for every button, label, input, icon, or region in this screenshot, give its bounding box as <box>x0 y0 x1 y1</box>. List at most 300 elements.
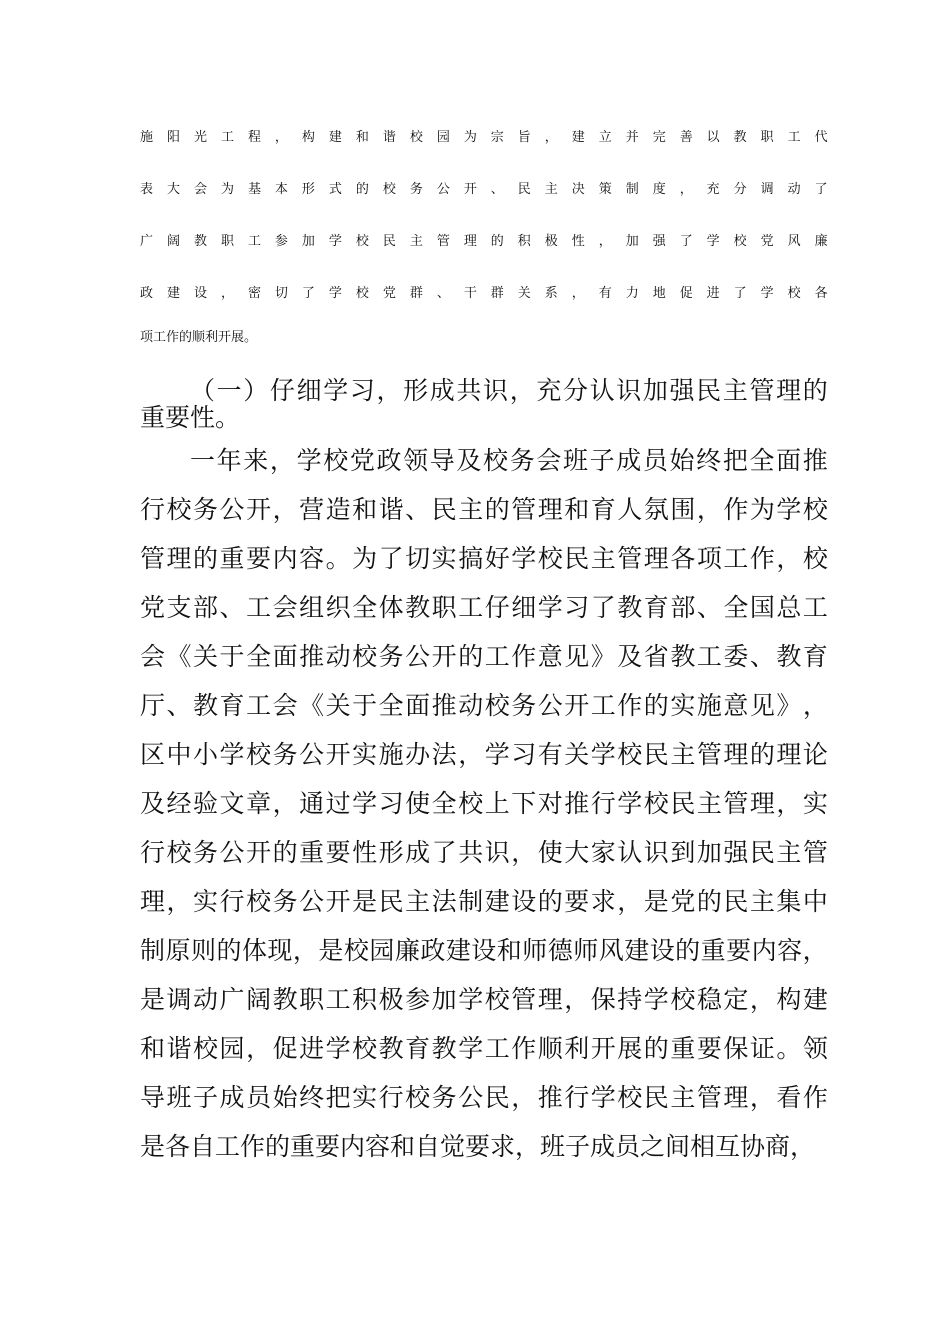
text-glyph: 政 <box>376 446 402 475</box>
text-glyph: 校 <box>458 789 484 818</box>
text-glyph: 和 <box>496 936 522 965</box>
text-glyph: 党 <box>760 234 774 249</box>
text-glyph: 实 <box>352 740 378 769</box>
text-glyph: 管 <box>511 495 537 524</box>
text-glyph: 章 <box>246 789 272 818</box>
body-line-10 <box>140 887 828 917</box>
text-glyph: 理 <box>723 740 749 769</box>
text-glyph: ， <box>166 887 192 916</box>
text-glyph: 展 <box>617 1034 643 1063</box>
text-glyph: 校 <box>193 1034 219 1063</box>
text-glyph: 校 <box>166 495 192 524</box>
text-glyph: 利 <box>564 1034 590 1063</box>
text-glyph: 务 <box>193 838 219 867</box>
text-glyph: 学 <box>706 234 720 249</box>
text-glyph: 过 <box>325 789 351 818</box>
text-glyph: 委 <box>723 642 749 671</box>
text-glyph: 务 <box>193 495 219 524</box>
text-glyph: 制 <box>140 936 166 965</box>
text-glyph: 了 <box>814 182 828 197</box>
text-glyph: 干 <box>463 286 477 301</box>
text-glyph: 。 <box>776 1034 802 1063</box>
text-glyph: 了 <box>378 544 404 573</box>
intro-line-4 <box>140 286 828 302</box>
text-glyph: 校 <box>483 446 509 475</box>
text-glyph: 建 <box>802 985 828 1014</box>
body-line-1 <box>190 446 828 476</box>
text-glyph: 校 <box>352 642 378 671</box>
body-line-4 <box>140 593 828 623</box>
text-glyph: 员 <box>642 446 668 475</box>
text-glyph: 是 <box>352 887 378 916</box>
text-glyph: 容 <box>777 936 803 965</box>
text-glyph: 会 <box>272 593 298 622</box>
text-glyph: 校 <box>643 789 669 818</box>
text-glyph: 构 <box>776 985 802 1014</box>
text-glyph: 教 <box>193 234 207 249</box>
text-glyph: 》 <box>590 642 616 671</box>
text-glyph: 细 <box>296 376 322 405</box>
text-glyph: 调 <box>760 182 774 197</box>
text-glyph: 建 <box>624 936 650 965</box>
text-glyph: 理 <box>140 887 166 916</box>
text-glyph: 全 <box>352 593 378 622</box>
text-glyph: 作 <box>511 1034 537 1063</box>
text-glyph: 工 <box>325 985 351 1014</box>
text-glyph: 则 <box>190 936 216 965</box>
text-glyph: 性 <box>352 838 378 867</box>
text-glyph: 务 <box>509 446 535 475</box>
text-glyph: 为 <box>463 130 477 145</box>
text-glyph: 加 <box>301 234 315 249</box>
text-glyph: 公 <box>219 495 245 524</box>
text-glyph: 加 <box>431 985 457 1014</box>
text-glyph: 主 <box>670 740 696 769</box>
text-glyph: 。 <box>325 544 351 573</box>
text-glyph: 一 <box>190 446 216 475</box>
text-glyph: 促 <box>679 286 693 301</box>
text-glyph: 主 <box>544 182 558 197</box>
body-line-13 <box>140 1034 828 1064</box>
text-glyph: 中 <box>802 887 828 916</box>
text-glyph: 民 <box>696 376 722 405</box>
text-glyph: 和 <box>140 1034 166 1063</box>
text-glyph: 工 <box>247 234 261 249</box>
text-glyph: 职 <box>299 985 325 1014</box>
text-glyph: 力 <box>625 286 639 301</box>
text-glyph: 共 <box>456 376 482 405</box>
text-glyph: 学 <box>760 286 774 301</box>
text-glyph: 成 <box>429 376 455 405</box>
text-glyph: 作 <box>511 642 537 671</box>
text-glyph: 的 <box>802 376 828 405</box>
text-glyph: 和 <box>355 130 369 145</box>
text-glyph: 工 <box>590 691 616 720</box>
text-glyph: 工 <box>484 1034 510 1063</box>
text-glyph: 群 <box>409 286 423 301</box>
text-glyph: 学 <box>352 789 378 818</box>
text-glyph: 管 <box>723 789 749 818</box>
text-glyph: 并 <box>625 130 639 145</box>
text-glyph: 保 <box>723 1034 749 1063</box>
body-line-8 <box>140 789 828 819</box>
text-glyph: 广 <box>219 985 245 1014</box>
text-glyph: 以 <box>706 130 720 145</box>
text-glyph: 及 <box>140 789 166 818</box>
text-glyph: 主 <box>590 544 616 573</box>
text-glyph: 校 <box>382 182 396 197</box>
text-glyph: ， <box>571 286 585 301</box>
text-glyph: 的 <box>484 495 510 524</box>
text-glyph: 校 <box>802 544 828 573</box>
text-glyph: 组 <box>299 593 325 622</box>
text-glyph: ， <box>802 691 828 720</box>
text-glyph: 法 <box>431 887 457 916</box>
text-glyph: 看 <box>776 1083 802 1112</box>
text-glyph: 风 <box>598 936 624 965</box>
text-glyph: 验 <box>193 789 219 818</box>
text-glyph: 国 <box>749 593 775 622</box>
text-glyph: 学 <box>776 495 802 524</box>
text-glyph: 识 <box>483 376 509 405</box>
text-glyph: 主 <box>749 887 775 916</box>
text-glyph: 的 <box>537 887 563 916</box>
body-line-11 <box>140 936 828 966</box>
text-glyph: 进 <box>706 286 720 301</box>
body-line-12 <box>140 985 828 1015</box>
text-glyph: 密 <box>247 286 261 301</box>
text-glyph: 教 <box>670 642 696 671</box>
text-glyph: 通 <box>299 789 325 818</box>
text-glyph: ， <box>511 1083 537 1112</box>
text-glyph: 大 <box>166 182 180 197</box>
text-glyph: 到 <box>670 838 696 867</box>
text-glyph: 体 <box>378 593 404 622</box>
text-glyph: 职 <box>220 234 234 249</box>
text-glyph: 务 <box>272 887 298 916</box>
text-glyph: 使 <box>537 838 563 867</box>
text-glyph: 的 <box>643 691 669 720</box>
text-glyph: ， <box>598 234 612 249</box>
text-glyph: 面 <box>776 446 802 475</box>
text-glyph: 及 <box>617 642 643 671</box>
text-glyph: 有 <box>537 740 563 769</box>
text-glyph: 校 <box>355 234 369 249</box>
text-glyph: 加 <box>642 376 668 405</box>
text-glyph: 面 <box>272 642 298 671</box>
text-glyph: 师 <box>573 936 599 965</box>
text-glyph: 定 <box>723 985 749 1014</box>
text-glyph: 主 <box>405 887 431 916</box>
text-glyph: 全 <box>723 593 749 622</box>
text-glyph: 经 <box>166 789 192 818</box>
text-glyph: 使 <box>405 789 431 818</box>
text-glyph: 成 <box>616 446 642 475</box>
text-glyph: 公 <box>537 691 563 720</box>
text-glyph: 的 <box>696 887 722 916</box>
text-glyph: 了 <box>590 593 616 622</box>
text-glyph: 群 <box>490 286 504 301</box>
text-glyph: 区 <box>140 740 166 769</box>
text-glyph: 形 <box>403 376 429 405</box>
text-glyph: 党 <box>382 286 396 301</box>
text-glyph: 把 <box>325 1083 351 1112</box>
text-glyph: 园 <box>219 1034 245 1063</box>
text-glyph: 师 <box>522 936 548 965</box>
text-glyph: 推 <box>564 789 590 818</box>
text-glyph: 集 <box>776 887 802 916</box>
text-glyph: 校 <box>323 446 349 475</box>
text-glyph: ， <box>220 286 234 301</box>
text-glyph: 工 <box>802 593 828 622</box>
text-glyph: 全 <box>431 789 457 818</box>
text-glyph: （ <box>190 376 216 405</box>
text-glyph: 制 <box>625 182 639 197</box>
text-glyph: 政 <box>420 936 446 965</box>
text-glyph: 要 <box>564 887 590 916</box>
text-glyph: 充 <box>536 376 562 405</box>
text-glyph: 的 <box>355 182 369 197</box>
text-glyph: 校 <box>617 740 643 769</box>
text-glyph: 理 <box>776 376 802 405</box>
text-glyph: 细 <box>511 593 537 622</box>
text-glyph: 重 <box>700 936 726 965</box>
body-line-6 <box>140 691 828 721</box>
text-glyph: 内 <box>751 936 777 965</box>
text-glyph: 地 <box>652 286 666 301</box>
text-glyph: 行 <box>564 1083 590 1112</box>
text-glyph: 工 <box>246 593 272 622</box>
text-glyph: 工 <box>246 691 272 720</box>
text-glyph: 开 <box>590 1034 616 1063</box>
text-glyph: ， <box>696 495 722 524</box>
text-glyph: 习 <box>349 376 375 405</box>
text-glyph: 重 <box>670 1034 696 1063</box>
text-glyph: 来 <box>243 446 269 475</box>
text-glyph: 建 <box>484 887 510 916</box>
text-glyph: 育 <box>643 593 669 622</box>
text-glyph: 阳 <box>166 130 180 145</box>
text-glyph: 是 <box>140 985 166 1014</box>
text-glyph: 终 <box>299 1083 325 1112</box>
text-glyph: 人 <box>617 495 643 524</box>
text-glyph: 小 <box>193 740 219 769</box>
intro-line-5: 项工作的顺利开展。 <box>140 330 258 345</box>
text-glyph: 民 <box>431 495 457 524</box>
text-glyph: 园 <box>369 936 395 965</box>
text-glyph: ， <box>776 789 802 818</box>
text-glyph: ， <box>679 182 693 197</box>
text-glyph: 行 <box>219 887 245 916</box>
text-glyph: 、 <box>436 286 450 301</box>
text-glyph: 构 <box>301 130 315 145</box>
text-glyph: 校 <box>166 838 192 867</box>
text-glyph: 公 <box>405 642 431 671</box>
text-glyph: 进 <box>299 1034 325 1063</box>
text-glyph: 成 <box>219 1083 245 1112</box>
text-glyph: 要 <box>325 838 351 867</box>
text-glyph: ， <box>617 887 643 916</box>
text-glyph: 关 <box>193 642 219 671</box>
text-glyph: 识 <box>616 376 642 405</box>
text-glyph: 了 <box>679 234 693 249</box>
text-glyph: 围 <box>670 495 696 524</box>
text-glyph: 程 <box>247 130 261 145</box>
text-glyph: 的 <box>490 234 504 249</box>
text-glyph: 和 <box>564 495 590 524</box>
text-glyph: 民 <box>378 887 404 916</box>
text-glyph: 重 <box>299 838 325 867</box>
text-glyph: 领 <box>403 446 429 475</box>
text-glyph: 实 <box>802 789 828 818</box>
body-line-9 <box>140 838 828 868</box>
text-glyph: 促 <box>272 1034 298 1063</box>
text-glyph: 动 <box>458 691 484 720</box>
text-glyph: 导 <box>429 446 455 475</box>
text-glyph: 是 <box>643 887 669 916</box>
text-glyph: 求 <box>590 887 616 916</box>
text-glyph: 务 <box>431 1083 457 1112</box>
text-glyph: 教 <box>617 593 643 622</box>
text-glyph: 行 <box>140 838 166 867</box>
text-glyph: 推 <box>431 691 457 720</box>
text-glyph: 了 <box>431 838 457 867</box>
text-glyph: 谐 <box>382 130 396 145</box>
text-glyph: 开 <box>246 495 272 524</box>
text-glyph: 管 <box>140 544 166 573</box>
text-glyph: 设 <box>471 936 497 965</box>
text-glyph: 、 <box>166 691 192 720</box>
text-glyph: 于 <box>219 642 245 671</box>
text-glyph: 务 <box>272 740 298 769</box>
text-glyph: 学 <box>458 985 484 1014</box>
text-glyph: 设 <box>193 286 207 301</box>
text-glyph: 分 <box>733 182 747 197</box>
text-glyph: 学 <box>325 1034 351 1063</box>
text-glyph: 校 <box>409 130 423 145</box>
text-glyph: 始 <box>669 446 695 475</box>
body-line-3 <box>140 544 828 574</box>
text-glyph: 、 <box>696 593 722 622</box>
text-glyph: 关 <box>517 286 531 301</box>
text-glyph: 廉 <box>814 234 828 249</box>
text-glyph: 习 <box>564 593 590 622</box>
text-glyph: 造 <box>325 495 351 524</box>
text-glyph: 内 <box>272 544 298 573</box>
text-glyph: ， <box>511 838 537 867</box>
text-glyph: ， <box>269 446 295 475</box>
text-glyph: 子 <box>193 1083 219 1112</box>
text-glyph: 和 <box>352 495 378 524</box>
text-glyph: 校 <box>355 286 369 301</box>
text-glyph: 工 <box>723 544 749 573</box>
text-glyph: 公 <box>458 1083 484 1112</box>
text-glyph: 参 <box>405 985 431 1014</box>
text-glyph: 对 <box>537 789 563 818</box>
text-glyph: 旨 <box>517 130 531 145</box>
text-glyph: 识 <box>484 838 510 867</box>
text-glyph: 学 <box>617 789 643 818</box>
text-glyph: 行 <box>590 789 616 818</box>
text-glyph: 班 <box>562 446 588 475</box>
text-glyph: 民 <box>484 1083 510 1112</box>
text-glyph: 大 <box>564 838 590 867</box>
text-glyph: 民 <box>723 887 749 916</box>
text-glyph: 校 <box>484 985 510 1014</box>
text-glyph: 全 <box>246 642 272 671</box>
text-glyph: 性 <box>571 234 585 249</box>
text-glyph: 见 <box>564 642 590 671</box>
text-glyph: 校 <box>484 691 510 720</box>
text-glyph: 强 <box>652 234 666 249</box>
text-glyph: 校 <box>343 936 369 965</box>
text-glyph: 务 <box>511 691 537 720</box>
text-glyph: ， <box>274 130 288 145</box>
text-glyph: 关 <box>325 691 351 720</box>
text-glyph: 加 <box>696 838 722 867</box>
text-glyph: 项 <box>696 544 722 573</box>
text-glyph: 开 <box>463 182 477 197</box>
text-glyph: 教 <box>733 130 747 145</box>
text-glyph: 党 <box>140 593 166 622</box>
text-glyph: 工 <box>787 130 801 145</box>
text-glyph: 开 <box>325 740 351 769</box>
text-glyph: 班 <box>166 1083 192 1112</box>
text-glyph: 广 <box>140 234 154 249</box>
text-glyph: 建 <box>166 286 180 301</box>
text-glyph: 》 <box>776 691 802 720</box>
text-glyph: 家 <box>590 838 616 867</box>
text-glyph: 识 <box>643 838 669 867</box>
text-glyph: 决 <box>571 182 585 197</box>
text-glyph: 《 <box>299 691 325 720</box>
text-glyph: 文 <box>219 789 245 818</box>
text-glyph: 职 <box>431 593 457 622</box>
text-glyph: 管 <box>802 838 828 867</box>
text-glyph: 育 <box>590 495 616 524</box>
text-glyph: 成 <box>405 838 431 867</box>
text-glyph: 意 <box>537 642 563 671</box>
text-glyph: 光 <box>193 130 207 145</box>
text-glyph: 顺 <box>537 1034 563 1063</box>
text-glyph: 建 <box>445 936 471 965</box>
text-glyph: 校 <box>405 1083 431 1112</box>
text-glyph: 廉 <box>394 936 420 965</box>
text-glyph: ， <box>802 936 828 965</box>
text-glyph: 学 <box>458 1034 484 1063</box>
text-glyph: 管 <box>436 234 450 249</box>
text-glyph: 厅 <box>140 691 166 720</box>
text-glyph: 教 <box>776 642 802 671</box>
text-glyph: 理 <box>166 544 192 573</box>
text-glyph: 校 <box>246 740 272 769</box>
text-glyph: 、 <box>490 182 504 197</box>
text-glyph: 见 <box>749 691 775 720</box>
text-glyph: 理 <box>723 1083 749 1112</box>
text-glyph: 极 <box>544 234 558 249</box>
text-glyph: 动 <box>193 985 219 1014</box>
text-glyph: 作 <box>802 1083 828 1112</box>
text-glyph: 民 <box>517 182 531 197</box>
text-glyph: 校 <box>352 1034 378 1063</box>
text-glyph: ， <box>776 544 802 573</box>
text-glyph: 系 <box>544 286 558 301</box>
text-glyph: 德 <box>547 936 573 965</box>
text-glyph: 习 <box>511 740 537 769</box>
text-glyph: 部 <box>670 593 696 622</box>
section-heading-line-2: 重要性。 <box>140 403 241 432</box>
text-glyph: 实 <box>193 887 219 916</box>
